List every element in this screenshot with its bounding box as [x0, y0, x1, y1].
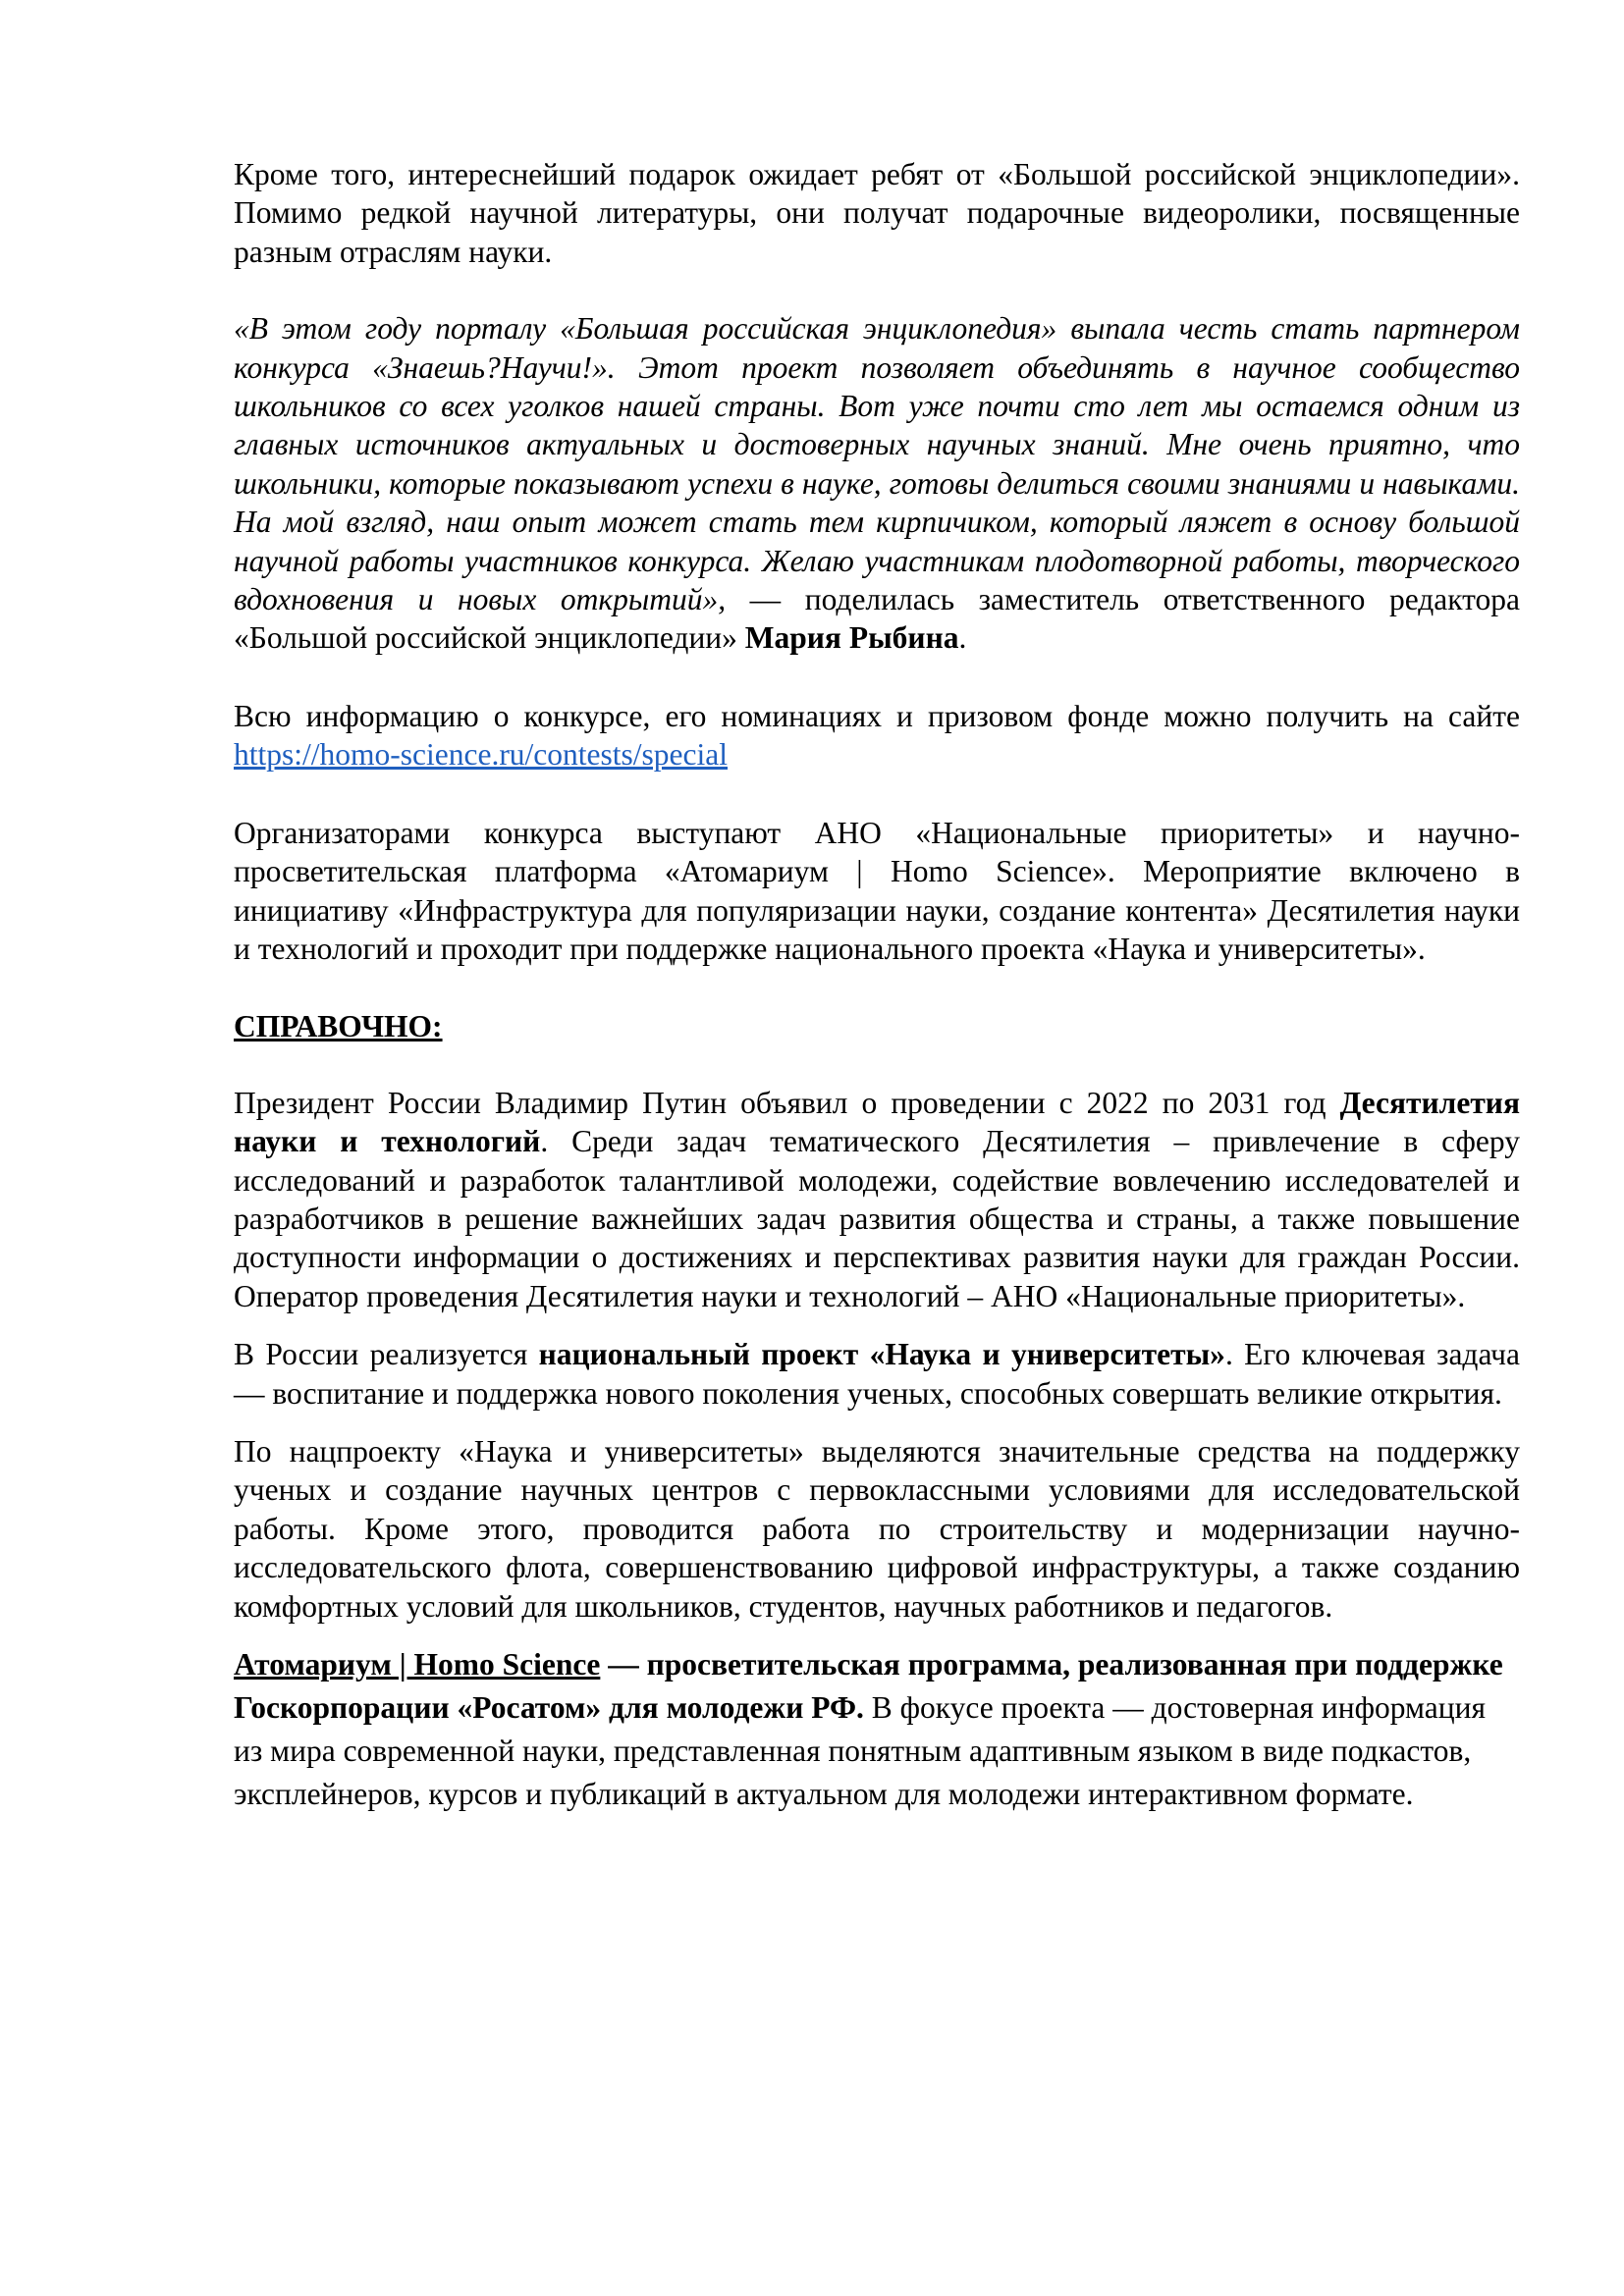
paragraph-decade: [234, 1084, 1520, 1315]
paragraph-gift: Кроме того, интереснейший подарок ожидает ребят от «Большой российской энциклопедии». Помимо редкой научной литературы, они получат подарочные видеоролики, посвященные разным отраслям науки.: [234, 157, 1520, 269]
quote-end: .: [958, 620, 967, 656]
quote-author: Мария Рыбина: [744, 620, 959, 656]
paragraph-national-project: [234, 1335, 1520, 1413]
quote-attribution: — поделилась заместитель ответственного редактора «Большой российской энциклопедии»: [234, 582, 1521, 656]
atomarium-focus: В фокусе проекта — достоверная информация из мира современной науки, представленная понятным адаптивным языком в виде подкастов, эксплейнеров, курсов и публикаций в актуальном для молодежи интерактивном формате.: [234, 1690, 1486, 1811]
paragraph-atomarium: [234, 1643, 1520, 1816]
paragraph-info: [234, 697, 1520, 774]
atomarium-description: — просветительская программа, реализованная при поддержке Госкорпорации «Росатом» для молодежи РФ.: [234, 1647, 1503, 1725]
project-title: национальный проект «Наука и университеты»: [538, 1337, 1225, 1372]
paragraph-funding: По нацпроекту «Наука и университеты» выделяются значительные средства на поддержку ученых и создание научных центров с первоклассными условиями для исследовательской работы. Кроме этого, проводится работа по строительству и модернизации научно-исследовательского флота, совершенствованию цифровой инфраструктуры, а также созданию комфортных условий для школьников, студентов, научных работников и педагогов.: [234, 1433, 1520, 1624]
decade-title: Десятилетия науки и технологий: [234, 1085, 1520, 1159]
paragraph-quote: [234, 309, 1520, 658]
decade-description: . Среди задач тематического Десятилетия – привлечение в сферу исследований и разработок талантливой молодежи, содействие вовлечению исследователей и разработчиков в решение важнейших задач развития общества и страны, а также повышение доступности информации о достижениях и перспективах развития науки для граждан России. Оператор проведения Десятилетия науки и технологий – АНО «Национальные приоритеты».: [234, 1124, 1520, 1313]
contest-link[interactable]: https://homo-science.ru/contests/special: [234, 737, 729, 773]
info-text: Всю информацию о конкурсе, его номинациях и призовом фонде можно получить на сайте: [234, 698, 1520, 733]
document-body: [234, 155, 1520, 1816]
paragraph-organizers: Организаторами конкурса выступают АНО «Национальные приоритеты» и научно-просветительская платформа «Атомариум | Homo Science». Мероприятие включено в инициативу «Инфраструктура для популяризации науки, создание контента» Десятилетия науки и технологий и проходит при поддержке национального проекта «Наука и университеты».: [234, 815, 1520, 966]
section-heading: СПРАВОЧНО:: [234, 1009, 443, 1044]
decade-intro: Президент России Владимир Путин объявил о проведении с 2022 по 2031 год: [234, 1085, 1340, 1120]
project-description: . Его ключевая задача — воспитание и поддержка нового поколения ученых, способных совершать великие открытия.: [234, 1337, 1521, 1411]
quote-text: «В этом году порталу «Большая российская энциклопедия» выпала честь стать партнером конкурса «Знаешь?Научи!». Этот проект позволяет объединять в научное сообщество школьников со всех уголков нашей страны. Вот уже почти сто лет мы остаемся одним из главных источников актуальных и достоверных научных знаний. Мне очень приятно, что школьники, которые показывают успехи в науке, готовы делиться своими знаниями и навыками. На мой взгляд, наш опыт может стать тем кирпичиком, который ляжет в основу большой научной работы участников конкурса. Желаю участникам плодотворной работы, творческого вдохновения и новых открытий»,: [234, 311, 1520, 617]
atomarium-name: Атомариум | Homo Science: [234, 1647, 601, 1682]
project-intro: В России реализуется: [234, 1337, 539, 1372]
